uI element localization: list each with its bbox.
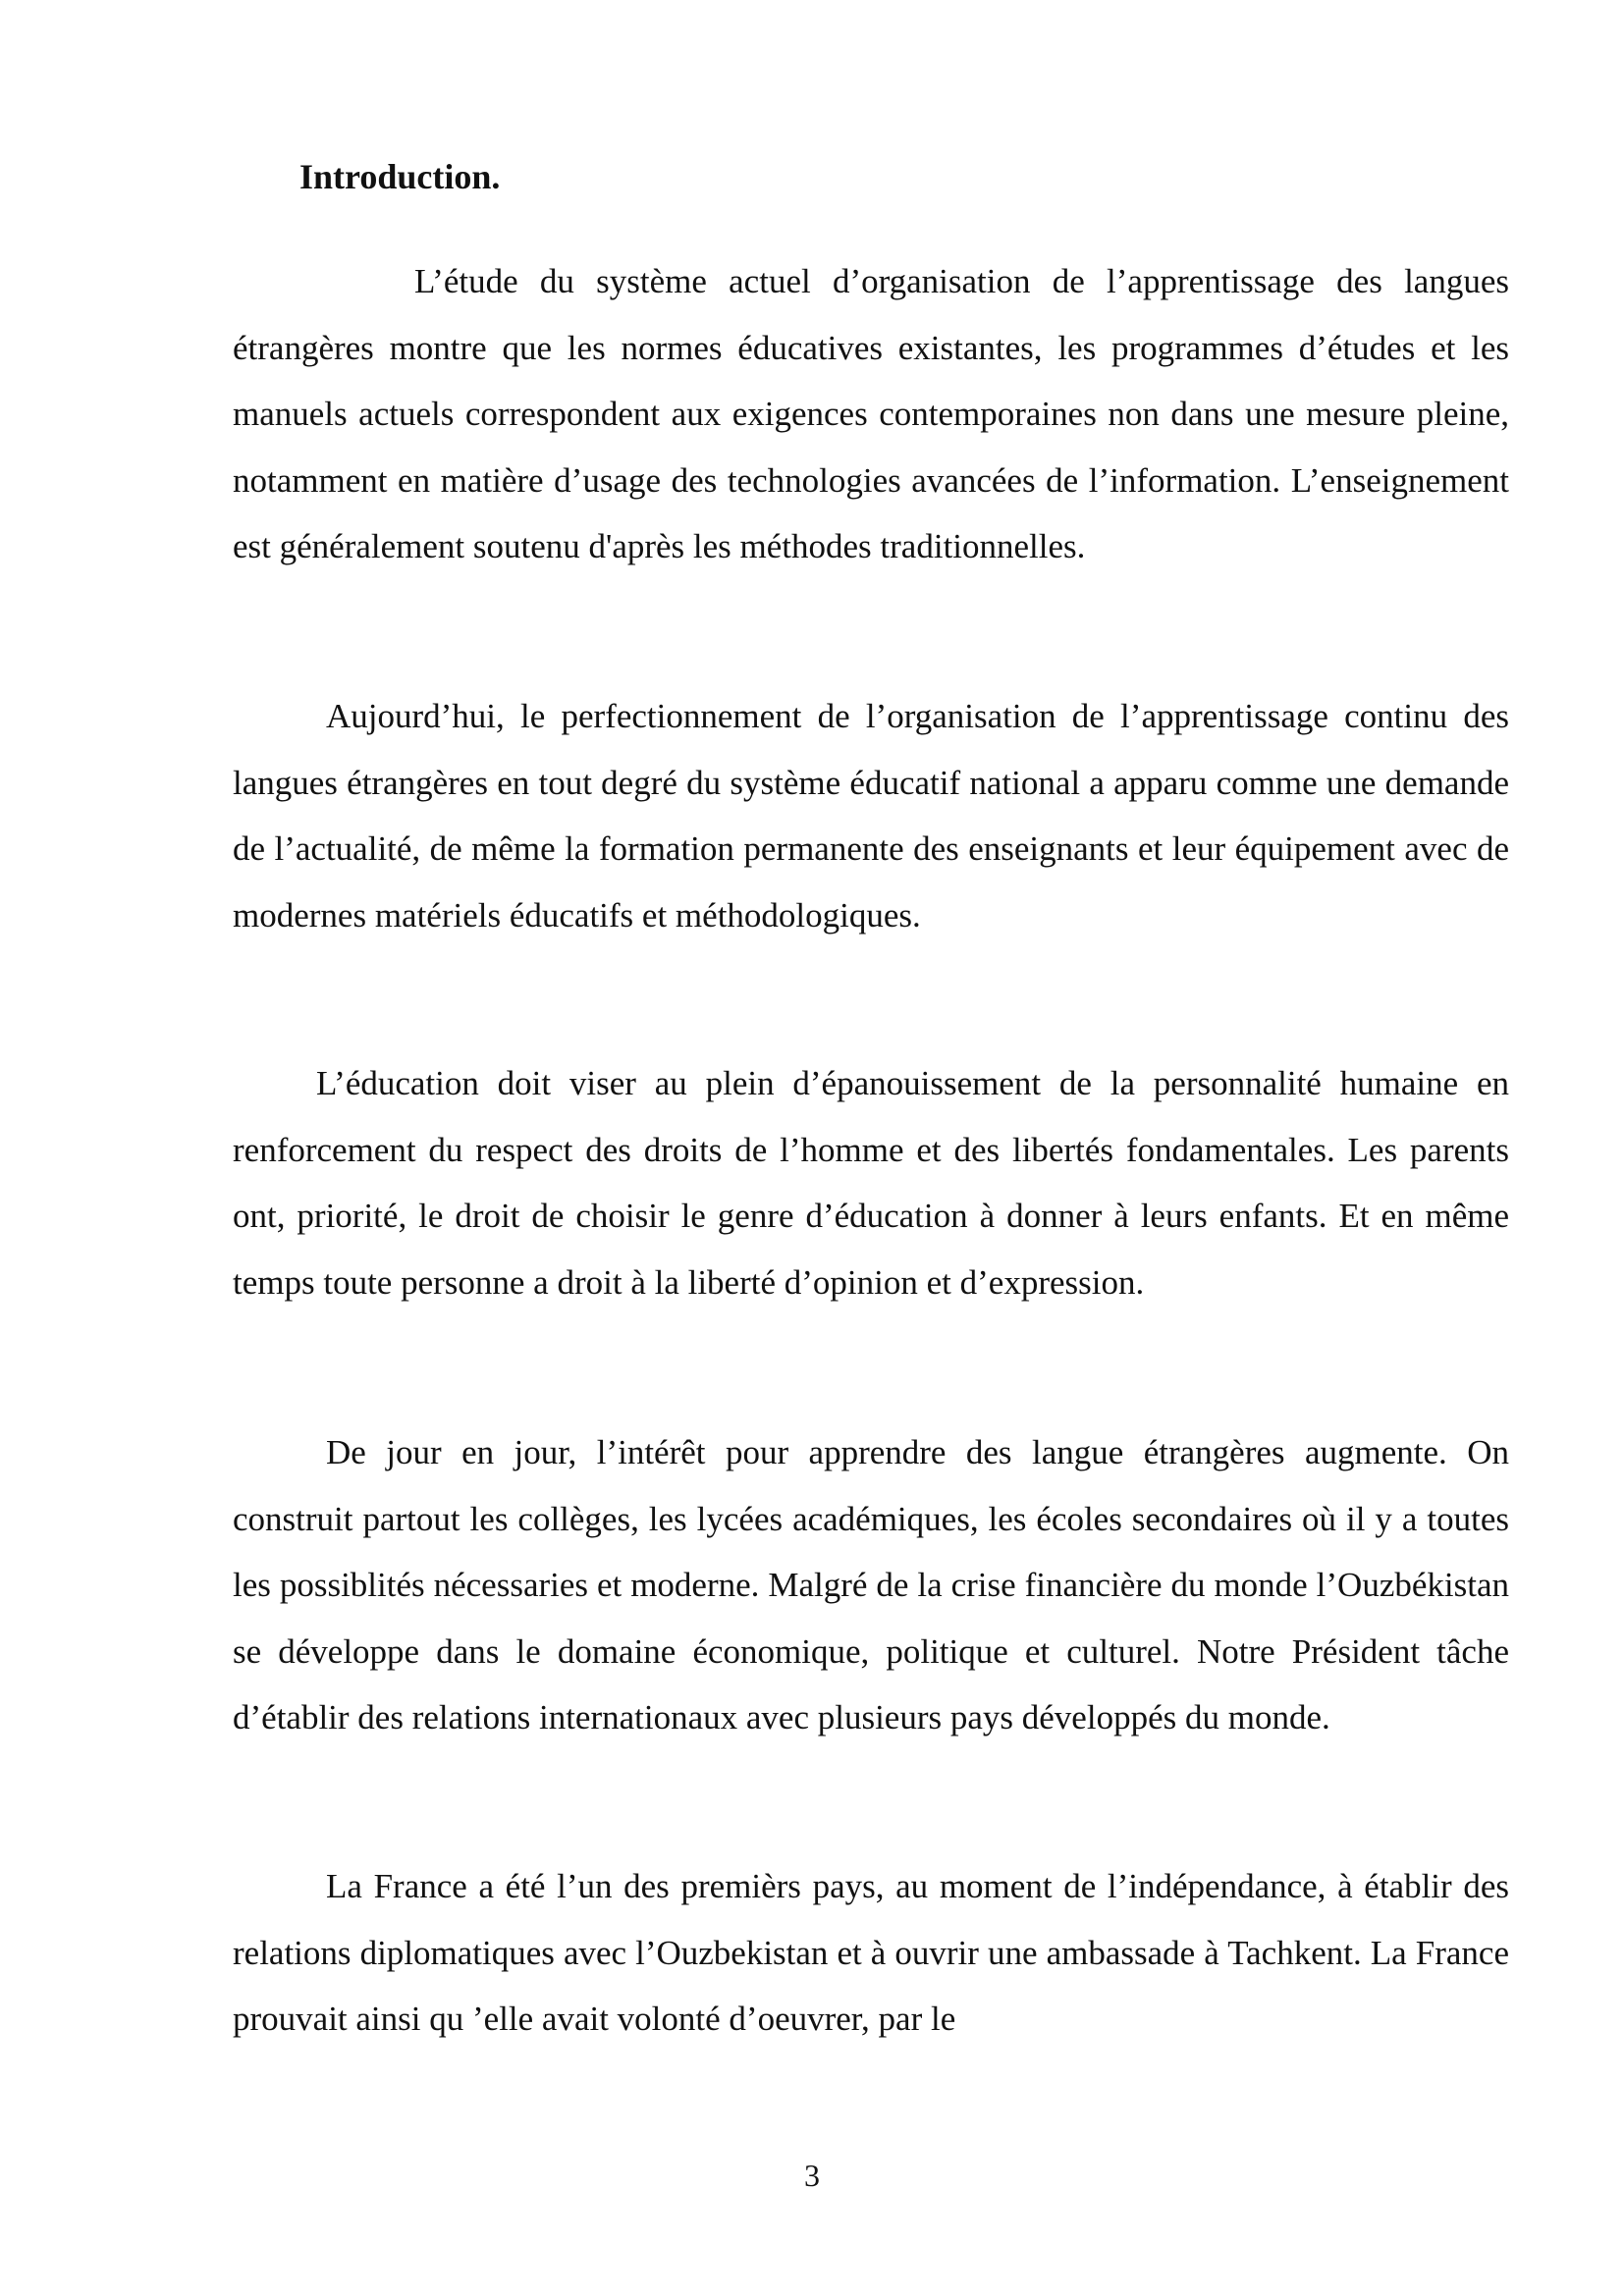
paragraph-3: L’éducation doit viser au plein d’épanouissement de la personnalité humaine en renforcement du respect des droits de l’homme et des libertés fondamentales. Les parents ont, priorité, le droit de choisir le genre d’éducation à donner à leurs enfants. Et en même temps toute personne a droit à la liberté d’opinion et d’expression. [233,1064,1509,1302]
paragraph-2: Aujourd’hui, le perfectionnement de l’organisation de l’apprentissage continu des langues étrangères en tout degré du système éducatif national a apparu comme une demande de l’actualité, de même la formation permanente des enseignants et leur équipement avec de modernes matériels éducatifs et méthodologiques. [233,697,1509,934]
paragraph-1: L’étude du système actuel d’organisation de l’apprentissage des langues étrangères montre que les normes éducatives existantes, les programmes d’études et les manuels actuels correspondent aux exigences contemporaines non dans une mesure pleine, notamment en matière d’usage des technologies avancées de l’information. L’enseignement est généralement soutenu d'après les méthodes traditionnelles. [233,262,1509,565]
paragraph-4: De jour en jour, l’intérêt pour apprendre des langue étrangères augmente. On construit partout les collèges, les lycées académiques, les écoles secondaires où il y a toutes les possiblités nécessaries et moderne. Malgré de la crise financière du monde l’Ouzbékistan se développe dans le domaine économique, politique et culturel. Notre Président tâche d’établir des relations internationaux avec plusieurs pays développés du monde. [233,1433,1509,1736]
page-number: 3 [804,2158,820,2193]
paragraph-5: La France a été l’un des premièrs pays, au moment de l’indépendance, à établir des relations diplomatiques avec l’Ouzbekistan et à ouvrir une ambassade à Tachkent. La France prouvait ainsi qu ’elle avait volonté d’oeuvrer, par le [233,1867,1509,2038]
section-heading: Introduction. [299,157,501,196]
